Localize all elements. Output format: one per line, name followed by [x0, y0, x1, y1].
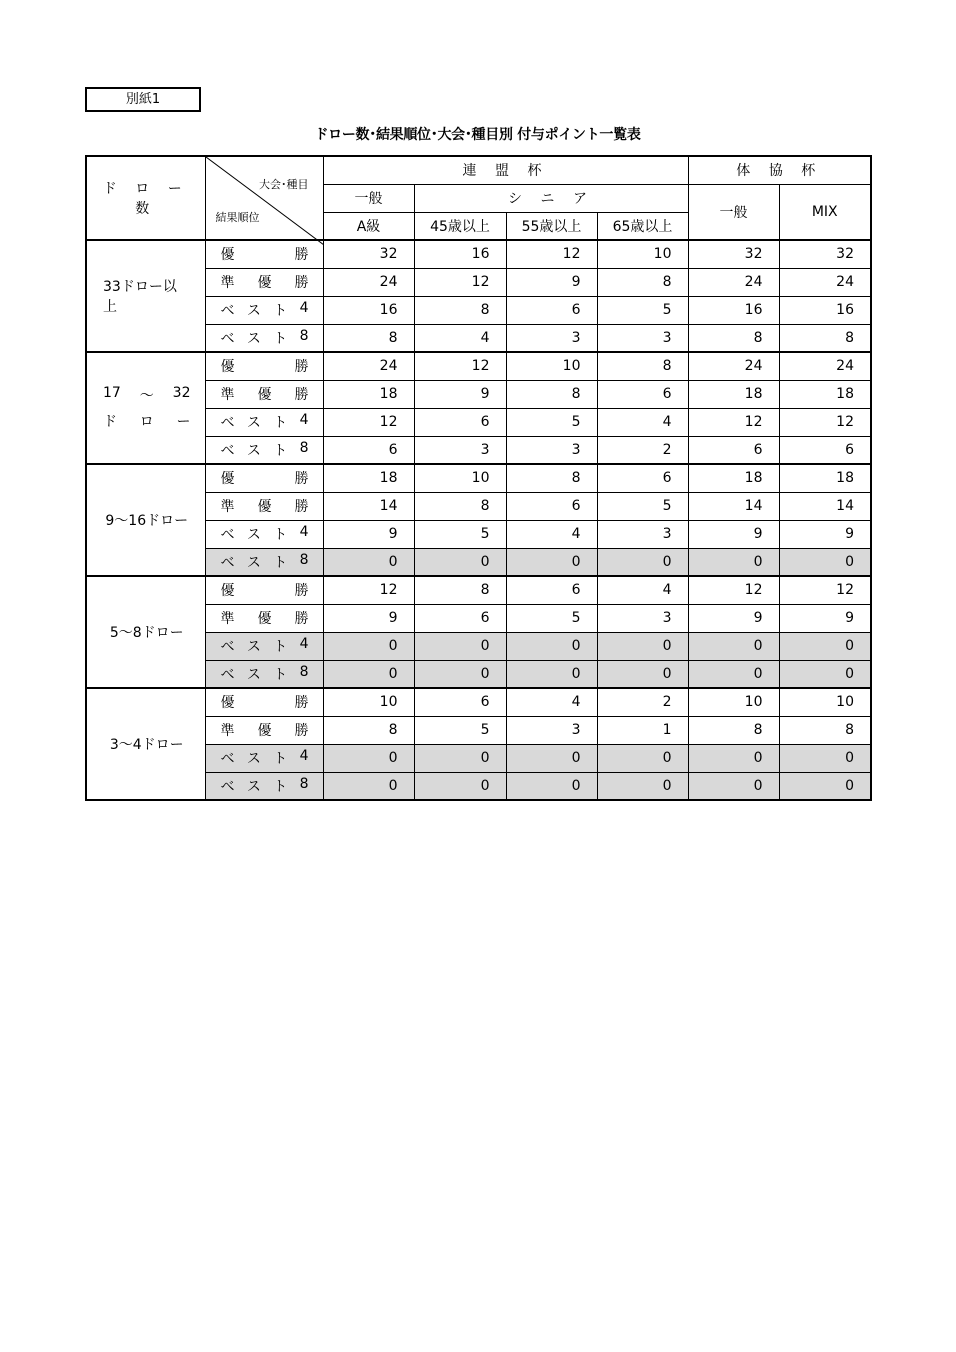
point-value-cell: 0	[323, 660, 414, 688]
point-value-cell: 8	[597, 268, 688, 296]
result-rank-cell	[205, 492, 323, 520]
result-rank-char: ス	[246, 666, 261, 683]
point-value-cell: 18	[779, 380, 871, 408]
result-rank-char: ト	[273, 639, 288, 655]
point-value-cell: 3	[414, 436, 506, 464]
result-rank-char: 8	[299, 439, 309, 456]
draw-count-text: 5～8ドロー	[109, 625, 184, 641]
point-value-cell: 12	[779, 408, 871, 436]
point-value-cell: 0	[688, 632, 779, 660]
point-value-cell: 0	[688, 772, 779, 800]
point-value-cell: 16	[779, 296, 871, 324]
draw-count-text: 9～16ドロー	[105, 513, 189, 529]
draw-count-cell	[86, 464, 205, 576]
draw-count-header: ド ロ ー 数	[86, 156, 205, 240]
point-value-cell: 3	[597, 604, 688, 632]
point-value-cell: 18	[323, 380, 414, 408]
point-value-cell: 0	[323, 548, 414, 576]
diagonal-header-cell	[205, 156, 323, 240]
point-value-cell: 5	[597, 492, 688, 520]
point-value-cell: 10	[414, 464, 506, 492]
point-value-cell: 10	[688, 688, 779, 716]
result-rank-char: 4	[299, 300, 309, 316]
point-value-cell: 18	[779, 464, 871, 492]
draw-count-text: ロ	[139, 414, 154, 430]
point-value-cell: 0	[779, 660, 871, 688]
point-value-cell: 5	[506, 604, 597, 632]
point-value-cell: 6	[414, 408, 506, 436]
point-value-cell: 12	[779, 576, 871, 604]
result-rank-char: ス	[246, 330, 261, 347]
result-rank-char: 4	[299, 524, 309, 540]
point-value-cell: 12	[506, 240, 597, 268]
result-rank-cell	[205, 268, 323, 296]
result-rank-char: 勝	[294, 499, 309, 515]
draw-count-text: 33ドロー以上	[103, 279, 177, 315]
result-rank-cell	[205, 744, 323, 772]
result-rank-char: 優	[257, 499, 272, 515]
point-value-cell: 24	[779, 352, 871, 380]
renmei-general-header: 一般	[323, 184, 414, 212]
draw-count-cell	[86, 352, 205, 464]
result-rank-char: 準	[220, 275, 235, 291]
point-value-cell: 5	[506, 408, 597, 436]
result-rank-char: 4	[299, 636, 309, 652]
result-rank-char: ト	[273, 330, 288, 347]
result-rank-char: ト	[273, 442, 288, 459]
result-rank-cell	[205, 380, 323, 408]
result-rank-cell	[205, 464, 323, 492]
point-value-cell: 0	[597, 744, 688, 772]
point-value-cell: 14	[323, 492, 414, 520]
point-value-cell: 24	[688, 268, 779, 296]
result-rank-char: ト	[273, 778, 288, 795]
point-value-cell: 9	[414, 380, 506, 408]
result-rank-char: ス	[246, 778, 261, 795]
result-rank-cell	[205, 520, 323, 548]
draw-count-line	[103, 385, 191, 405]
point-value-cell: 12	[414, 352, 506, 380]
result-rank-char: 優	[257, 723, 272, 739]
point-value-cell: 8	[688, 324, 779, 352]
draw-count-line	[103, 510, 191, 530]
result-rank-char: ベ	[220, 330, 235, 347]
draw-count-line	[103, 276, 191, 316]
result-rank-char: ベ	[220, 554, 235, 571]
point-value-cell: 14	[779, 492, 871, 520]
point-value-cell: 0	[688, 744, 779, 772]
result-rank-char: 勝	[294, 247, 309, 264]
point-value-cell: 12	[414, 268, 506, 296]
attachment-label: 別紙1	[85, 87, 201, 112]
point-value-cell: 6	[323, 436, 414, 464]
point-value-cell: 0	[597, 772, 688, 800]
draw-count-text: ド	[103, 414, 117, 430]
draw-count-text: 3～4ドロー	[109, 737, 184, 753]
point-value-cell: 8	[414, 296, 506, 324]
point-value-cell: 0	[323, 772, 414, 800]
point-value-cell: 0	[414, 548, 506, 576]
point-value-cell: 8	[506, 464, 597, 492]
result-rank-cell	[205, 604, 323, 632]
point-value-cell: 8	[506, 380, 597, 408]
point-value-cell: 6	[688, 436, 779, 464]
point-value-cell: 5	[414, 716, 506, 744]
point-value-cell: 0	[506, 548, 597, 576]
result-rank-char: ス	[246, 415, 261, 431]
point-value-cell: 8	[323, 324, 414, 352]
point-value-cell: 16	[688, 296, 779, 324]
result-rank-char: ベ	[220, 303, 235, 319]
point-value-cell: 2	[597, 436, 688, 464]
result-rank-char: ス	[246, 527, 261, 543]
point-value-cell: 0	[323, 744, 414, 772]
result-rank-char: 優	[220, 583, 235, 600]
point-value-cell: 12	[688, 408, 779, 436]
result-rank-char: 準	[220, 611, 235, 627]
draw-count-cell	[86, 688, 205, 800]
result-rank-char: 勝	[294, 275, 309, 291]
point-value-cell: 9	[323, 604, 414, 632]
point-value-cell: 1	[597, 716, 688, 744]
result-rank-cell	[205, 324, 323, 352]
result-rank-char: ト	[273, 666, 288, 683]
result-rank-char: 優	[257, 275, 272, 291]
result-rank-char: 勝	[294, 611, 309, 627]
age45-header: 45歳以上	[414, 212, 506, 240]
point-value-cell: 9	[779, 604, 871, 632]
result-rank-cell	[205, 716, 323, 744]
point-value-cell: 6	[597, 464, 688, 492]
point-value-cell: 8	[688, 716, 779, 744]
point-value-cell: 8	[323, 716, 414, 744]
result-rank-char: 準	[220, 387, 235, 403]
result-rank-char: ベ	[220, 442, 235, 459]
result-rank-char: ベ	[220, 415, 235, 431]
point-value-cell: 6	[506, 492, 597, 520]
result-rank-char: 8	[299, 327, 309, 344]
point-value-cell: 0	[414, 772, 506, 800]
point-value-cell: 3	[506, 716, 597, 744]
result-rank-char: ベ	[220, 751, 235, 767]
taikyo-cup-header: 体 協 杯	[688, 156, 871, 184]
result-rank-char: 勝	[294, 583, 309, 600]
result-rank-cell	[205, 296, 323, 324]
point-value-cell: 3	[506, 436, 597, 464]
point-value-cell: 18	[323, 464, 414, 492]
result-rank-char: 勝	[294, 359, 309, 376]
result-rank-char: ト	[273, 303, 288, 319]
result-rank-char: 優	[257, 387, 272, 403]
point-value-cell: 0	[323, 632, 414, 660]
result-rank-cell	[205, 772, 323, 800]
point-value-cell: 0	[779, 632, 871, 660]
result-rank-cell	[205, 688, 323, 716]
result-rank-char: ト	[273, 415, 288, 431]
point-value-cell: 0	[414, 660, 506, 688]
tournament-event-label: 大会･種目	[259, 178, 309, 191]
point-value-cell: 8	[414, 576, 506, 604]
result-rank-char: ス	[246, 303, 261, 319]
point-value-cell: 24	[323, 352, 414, 380]
point-value-cell: 3	[506, 324, 597, 352]
point-value-cell: 8	[597, 352, 688, 380]
draw-count-cell	[86, 240, 205, 352]
result-rank-cell	[205, 408, 323, 436]
point-value-cell: 12	[323, 408, 414, 436]
point-value-cell: 10	[323, 688, 414, 716]
point-value-cell: 0	[779, 744, 871, 772]
result-rank-char: 優	[257, 611, 272, 627]
point-value-cell: 6	[414, 604, 506, 632]
point-value-cell: 0	[597, 632, 688, 660]
result-rank-char: 勝	[294, 471, 309, 488]
point-value-cell: 6	[506, 296, 597, 324]
point-value-cell: 0	[597, 548, 688, 576]
point-value-cell: 16	[414, 240, 506, 268]
result-rank-char: ス	[246, 639, 261, 655]
point-value-cell: 9	[779, 520, 871, 548]
draw-count-line	[103, 411, 191, 431]
point-value-cell: 4	[597, 576, 688, 604]
table-row	[86, 576, 871, 604]
point-value-cell: 6	[597, 380, 688, 408]
result-rank-cell	[205, 660, 323, 688]
result-rank-char: 優	[220, 247, 235, 264]
result-rank-char: 準	[220, 499, 235, 515]
point-value-cell: 24	[779, 268, 871, 296]
point-value-cell: 18	[688, 380, 779, 408]
point-value-cell: 4	[597, 408, 688, 436]
point-value-cell: 5	[414, 520, 506, 548]
point-value-cell: 4	[414, 324, 506, 352]
age65-header: 65歳以上	[597, 212, 688, 240]
point-value-cell: 12	[323, 576, 414, 604]
result-rank-char: ス	[246, 554, 261, 571]
result-rank-char: 4	[299, 412, 309, 428]
age55-header: 55歳以上	[506, 212, 597, 240]
result-rank-label: 結果順位	[215, 211, 260, 224]
draw-count-text: 32	[172, 385, 191, 401]
point-value-cell: 5	[597, 296, 688, 324]
draw-count-line	[103, 622, 191, 642]
result-rank-char: ス	[246, 442, 261, 459]
result-rank-char: 優	[220, 471, 235, 488]
point-value-cell: 10	[597, 240, 688, 268]
result-rank-char: ト	[273, 554, 288, 571]
table-row	[86, 464, 871, 492]
point-value-cell: 8	[779, 716, 871, 744]
point-value-cell: 0	[506, 632, 597, 660]
taikyo-general-header: 一般	[688, 184, 779, 240]
result-rank-char: ベ	[220, 639, 235, 655]
point-value-cell: 0	[414, 744, 506, 772]
point-value-cell: 10	[506, 352, 597, 380]
point-value-cell: 12	[688, 576, 779, 604]
table-body	[86, 240, 871, 800]
result-rank-char: 勝	[294, 723, 309, 739]
table-row	[86, 688, 871, 716]
point-value-cell: 32	[779, 240, 871, 268]
result-rank-char: ス	[246, 751, 261, 767]
draw-count-text: ー	[176, 414, 191, 430]
draw-count-cell	[86, 576, 205, 688]
point-value-cell: 0	[779, 548, 871, 576]
result-rank-char: ト	[273, 751, 288, 767]
point-value-cell: 4	[506, 688, 597, 716]
point-value-cell: 0	[688, 548, 779, 576]
renmei-cup-header: 連 盟 杯	[323, 156, 688, 184]
result-rank-char: 8	[299, 663, 309, 680]
table-row	[86, 240, 871, 268]
result-rank-char: 8	[299, 775, 309, 792]
point-value-cell: 0	[506, 744, 597, 772]
draw-count-text: ～	[139, 388, 154, 404]
senior-header: シ ニ ア	[414, 184, 688, 212]
document-title: ドロー数･結果順位･大会･種目別 付与ポイント一覧表	[314, 127, 641, 143]
result-rank-char: 優	[220, 359, 235, 376]
point-value-cell: 6	[506, 576, 597, 604]
point-value-cell: 8	[779, 324, 871, 352]
point-value-cell: 6	[779, 436, 871, 464]
table-row	[86, 352, 871, 380]
result-rank-char: 勝	[294, 387, 309, 403]
point-value-cell: 24	[323, 268, 414, 296]
point-value-cell: 3	[597, 520, 688, 548]
point-value-cell: 0	[597, 660, 688, 688]
result-rank-char: 勝	[294, 695, 309, 712]
result-rank-cell	[205, 436, 323, 464]
draw-count-line	[103, 734, 191, 754]
point-value-cell: 18	[688, 464, 779, 492]
result-rank-cell	[205, 352, 323, 380]
point-value-cell: 0	[779, 772, 871, 800]
point-value-cell: 0	[414, 632, 506, 660]
point-value-cell: 9	[688, 520, 779, 548]
point-value-cell: 24	[688, 352, 779, 380]
point-value-cell: 8	[414, 492, 506, 520]
point-value-cell: 3	[597, 324, 688, 352]
point-value-cell: 6	[414, 688, 506, 716]
result-rank-char: ベ	[220, 527, 235, 543]
points-table	[85, 155, 872, 801]
point-value-cell: 9	[506, 268, 597, 296]
result-rank-char: 優	[220, 695, 235, 712]
diagonal-line	[206, 157, 324, 245]
draw-count-text: 17	[103, 385, 121, 401]
point-value-cell: 32	[688, 240, 779, 268]
point-value-cell: 16	[323, 296, 414, 324]
result-rank-cell	[205, 548, 323, 576]
taikyo-mix-header: MIX	[779, 184, 871, 240]
result-rank-char: ベ	[220, 778, 235, 795]
point-value-cell: 0	[688, 660, 779, 688]
point-value-cell: 0	[506, 660, 597, 688]
result-rank-cell	[205, 632, 323, 660]
point-value-cell: 9	[323, 520, 414, 548]
result-rank-char: 準	[220, 723, 235, 739]
point-value-cell: 14	[688, 492, 779, 520]
result-rank-char: ベ	[220, 666, 235, 683]
point-value-cell: 0	[506, 772, 597, 800]
result-rank-char: 8	[299, 551, 309, 568]
result-rank-char: ト	[273, 527, 288, 543]
result-rank-char: 4	[299, 748, 309, 764]
point-value-cell: 10	[779, 688, 871, 716]
point-value-cell: 2	[597, 688, 688, 716]
class-a-header: A級	[323, 212, 414, 240]
point-value-cell: 4	[506, 520, 597, 548]
point-value-cell: 32	[323, 240, 414, 268]
result-rank-cell	[205, 576, 323, 604]
point-value-cell: 9	[688, 604, 779, 632]
